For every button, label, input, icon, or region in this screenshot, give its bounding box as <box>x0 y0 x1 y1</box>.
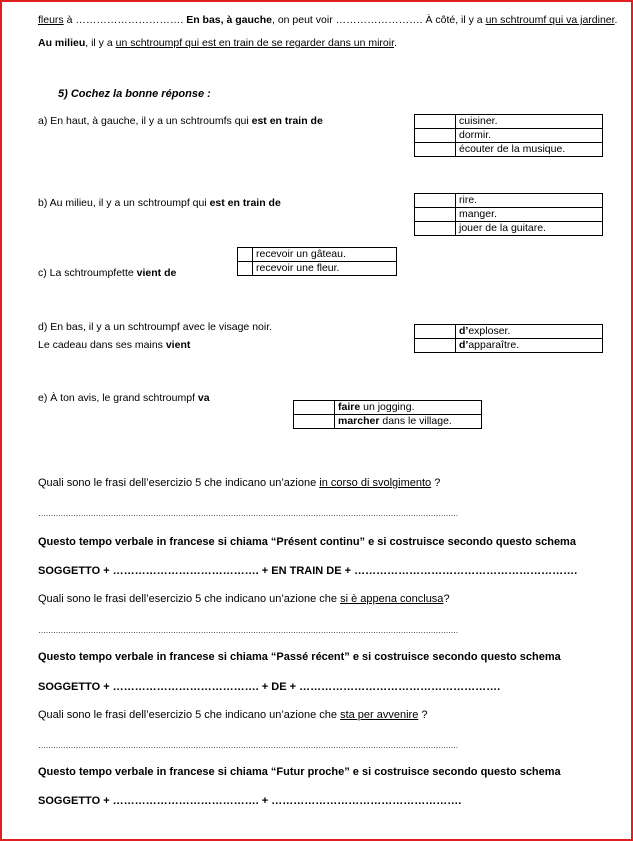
question-1-underlined: in corso di svolgimento <box>319 477 432 489</box>
formula-2: SOGGETTO + …………………………………. + DE + ………………………………………………. <box>38 681 501 693</box>
question-a-text: a) En haut, à gauche, il y a un schtroumfs qui <box>38 115 252 127</box>
option-b2: manger. <box>456 208 603 222</box>
exercise-5-title: 5) Cochez la bonne réponse : <box>58 88 211 100</box>
options-b <box>414 193 603 236</box>
option-d1-rest: exploser. <box>468 325 511 337</box>
question-3-text: Quali sono le frasi dell’esercizio 5 che indicano un’azione che <box>38 709 341 721</box>
intro-line-2 <box>38 37 397 50</box>
question-2-end: ? <box>443 593 450 605</box>
question-1 <box>38 477 440 490</box>
option-e1-bold: faire <box>338 401 361 413</box>
question-c <box>38 267 176 280</box>
question-e-bold: va <box>197 392 210 404</box>
question-e-text: e) À ton avis, le grand schtroumpf <box>38 392 198 404</box>
option-b1: rire. <box>456 194 603 208</box>
options-c <box>237 247 397 276</box>
option-b3: jouer de la guitare. <box>456 222 603 236</box>
question-2-underlined: si è appena conclusa <box>340 593 444 605</box>
checkbox-b2[interactable] <box>415 208 456 222</box>
question-d-line2 <box>38 339 190 352</box>
option-a3: écouter de la musique. <box>456 143 603 157</box>
intro-text: , on peut voir ……………………. À côté, il y a <box>271 14 486 26</box>
question-c-text: c) La schtroumpfette <box>38 267 137 279</box>
question-2-text: Quali sono le frasi dell’esercizio 5 che indicano un’azione che <box>38 593 341 605</box>
question-d-text: Le cadeau dans ses mains <box>38 339 166 351</box>
period: . <box>614 14 618 26</box>
option-c1: recevoir un gâteau. <box>253 248 397 262</box>
option-c2: recevoir une fleur. <box>253 262 397 276</box>
option-a1: cuisiner. <box>456 115 603 129</box>
option-e2 <box>335 415 482 429</box>
formula-1: SOGGETTO + …………………………………. + EN TRAIN DE + ……………………………………………………. <box>38 565 578 577</box>
checkbox-e1[interactable] <box>294 401 335 415</box>
checkbox-d1[interactable] <box>415 325 456 339</box>
question-b-text: b) Au milieu, il y a un schtroumpf qui <box>38 197 210 209</box>
question-1-text: Quali sono le frasi dell’esercizio 5 che indicano un’azione <box>38 477 320 489</box>
question-b-bold: est en train de <box>209 197 281 209</box>
question-a-bold: est en train de <box>251 115 323 127</box>
question-3 <box>38 709 428 722</box>
period-2: . <box>394 37 397 49</box>
checkbox-e2[interactable] <box>294 415 335 429</box>
schema-title-2: Questo tempo verbale in francese si chiama “Passé récent” e si costruisce secondo questo schema <box>38 651 561 663</box>
formula-3: SOGGETTO + …………………………………. + ……………………………………………. <box>38 795 462 807</box>
question-d-bold: vient <box>165 339 191 351</box>
question-3-underlined: sta per avvenire <box>340 709 419 721</box>
option-e2-bold: marcher <box>338 415 380 427</box>
schema-title-3: Questo tempo verbale in francese si chiama “Futur proche” e si costruisce secondo questo schema <box>38 766 561 778</box>
option-d2 <box>456 339 603 353</box>
en-bas-a-gauche: En bas, à gauche <box>186 14 272 26</box>
checkbox-d2[interactable] <box>415 339 456 353</box>
options-a <box>414 114 603 157</box>
answer-line-1[interactable]: …………………………………………………………………………………………………………………………………………………… <box>38 509 458 518</box>
checkbox-b3[interactable] <box>415 222 456 236</box>
options-e <box>293 400 482 429</box>
option-d2-rest: apparaître. <box>468 339 520 351</box>
question-a <box>38 115 323 128</box>
option-e1 <box>335 401 482 415</box>
checkbox-a3[interactable] <box>415 143 456 157</box>
blank-1: à …………………………. <box>63 14 184 26</box>
question-2 <box>38 593 450 606</box>
jardiner-phrase: un schtroumf qui va jardiner <box>485 14 615 26</box>
schema-title-1: Questo tempo verbale in francese si chiama “Présent continu” e si costruisce secondo questo schema <box>38 536 576 548</box>
question-3-end: ? <box>418 709 428 721</box>
checkbox-b1[interactable] <box>415 194 456 208</box>
checkbox-c1[interactable] <box>238 248 253 262</box>
option-d1-bold: d’ <box>459 325 469 337</box>
option-d2-bold: d’ <box>459 339 469 351</box>
miroir-phrase: un schtroumpf qui est en train de se regarder dans un miroir <box>115 37 395 49</box>
question-b <box>38 197 281 210</box>
question-c-bold: vient de <box>136 267 177 279</box>
question-d-line1: d) En bas, il y a un schtroumpf avec le visage noir. <box>38 321 273 333</box>
intro-text-2: , il y a <box>85 37 116 49</box>
question-e <box>38 392 210 405</box>
checkbox-a2[interactable] <box>415 129 456 143</box>
option-a2: dormir. <box>456 129 603 143</box>
checkbox-c2[interactable] <box>238 262 253 276</box>
options-d <box>414 324 603 353</box>
word-fleurs: fleurs <box>38 14 64 26</box>
option-d1 <box>456 325 603 339</box>
checkbox-a1[interactable] <box>415 115 456 129</box>
au-milieu: Au milieu <box>38 37 86 49</box>
answer-line-2[interactable]: …………………………………………………………………………………………………………………………………………………… <box>38 626 458 635</box>
answer-line-3[interactable]: …………………………………………………………………………………………………………………………………………………… <box>38 741 458 750</box>
intro-line-1 <box>38 14 617 27</box>
question-1-end: ? <box>431 477 441 489</box>
option-e2-rest: dans le village. <box>379 415 452 427</box>
option-e1-rest: un jogging. <box>360 401 415 413</box>
